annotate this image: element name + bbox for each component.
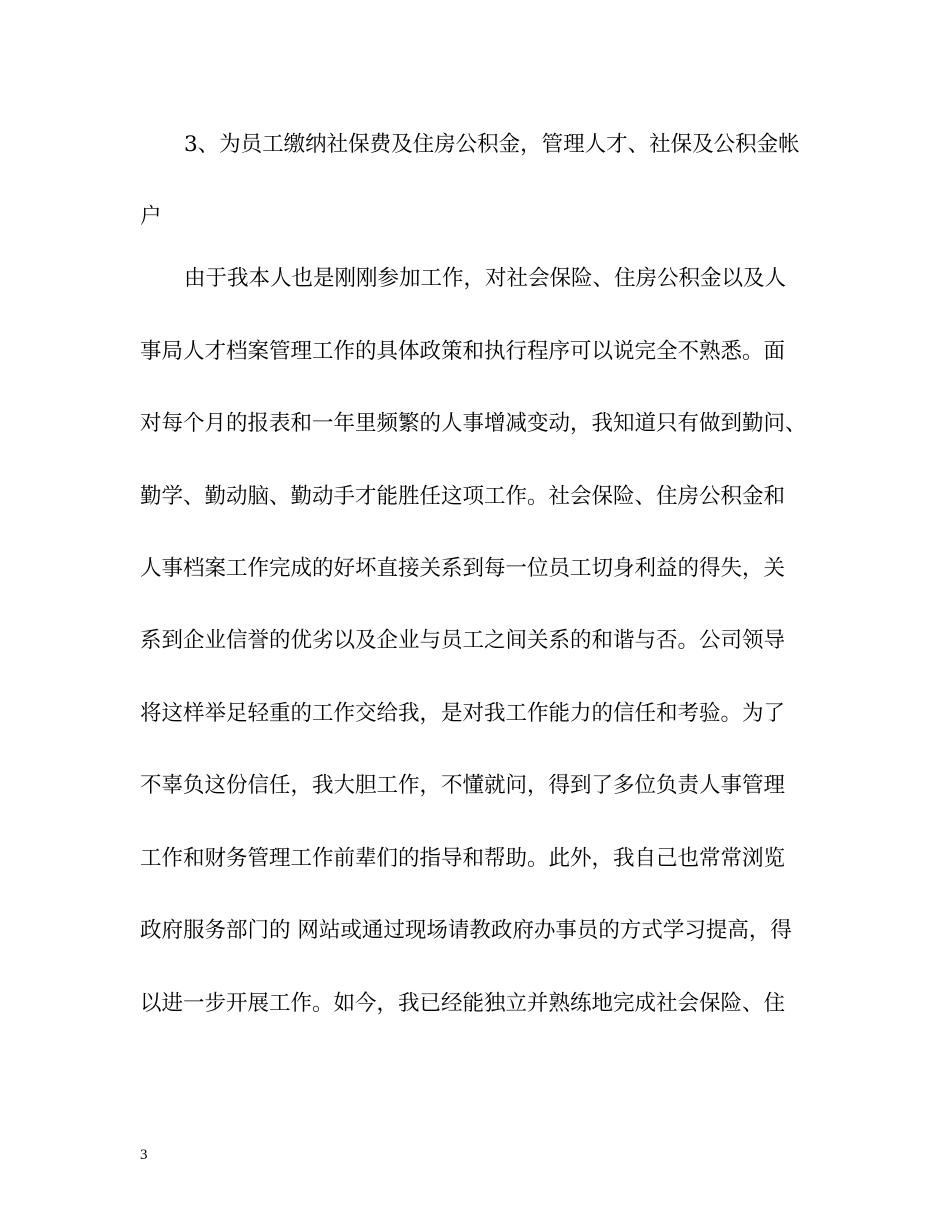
paragraph-line: 事局人才档案管理工作的具体政策和执行程序可以说完全不熟悉。面 bbox=[140, 339, 786, 364]
paragraph-line: 由于我本人也是刚刚参加工作，对社会保险、住房公积金以及人 bbox=[184, 266, 787, 291]
paragraph-line: 对每个月的报表和一年里频繁的人事增减变动，我知道只有做到勤问、 bbox=[140, 411, 807, 436]
paragraph-line: 不辜负这份信任，我大胆工作，不懂就问，得到了多位负责人事管理 bbox=[140, 773, 786, 798]
paragraph-line: 人事档案工作完成的好坏直接关系到每一位员工切身利益的得失，关 bbox=[140, 556, 786, 581]
paragraph-line: 3、为员工缴纳社保费及住房公积金，管理人才、社保及公积金帐 bbox=[184, 132, 800, 157]
page-number: 3 bbox=[140, 1147, 148, 1163]
paragraph-line: 将这样举足轻重的工作交给我，是对我工作能力的信任和考验。为了 bbox=[140, 701, 786, 726]
paragraph-line: 勤学、勤动脑、勤动手才能胜任这项工作。社会保险、住房公积金和 bbox=[140, 484, 786, 509]
paragraph-line: 政府服务部门的 网站或通过现场请教政府办事员的方式学习提高，得 bbox=[140, 918, 792, 943]
paragraph-line: 以进一步开展工作。如今，我已经能独立并熟练地完成社会保险、住 bbox=[140, 991, 786, 1016]
paragraph-line: 系到企业信誉的优劣以及企业与员工之间关系的和谐与否。公司领导 bbox=[140, 628, 786, 653]
paragraph-line: 户 bbox=[140, 204, 162, 229]
paragraph-line: 工作和财务管理工作前辈们的指导和帮助。此外，我自己也常常浏览 bbox=[140, 846, 786, 871]
